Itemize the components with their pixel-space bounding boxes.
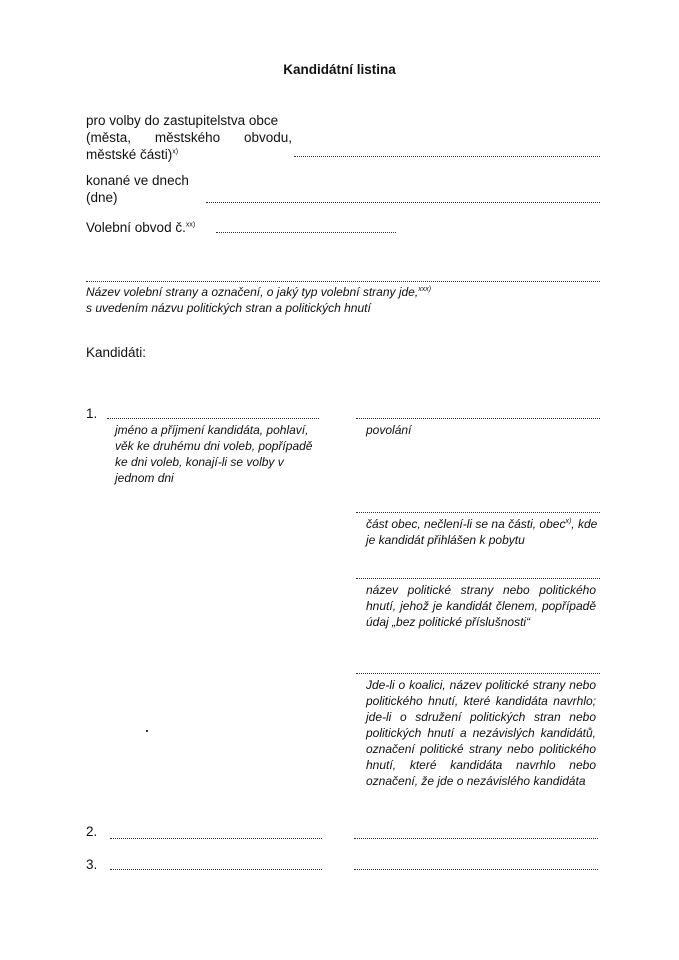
candidate-3-name-field[interactable]	[110, 869, 322, 870]
candidate-1-residence-caption: část obec, nečlení-li se na části, obec$^{x)}$, kde je kandidát přihlášen k pobytu	[366, 517, 598, 547]
election-type-field[interactable]	[294, 156, 600, 157]
party-name-field[interactable]	[86, 281, 600, 282]
held-line-1: konané ve dnech	[86, 173, 189, 188]
election-line-3: městské části)$^{x)}$	[86, 147, 179, 162]
candidate-1-number: 1.	[86, 406, 98, 421]
candidate-3-number: 3.	[86, 857, 98, 872]
candidate-3-occupation-field[interactable]	[354, 869, 598, 870]
election-dates-field[interactable]	[206, 202, 600, 203]
candidate-2-number: 2.	[86, 824, 98, 839]
footnote-xx: xx)	[185, 221, 196, 229]
district-label	[86, 219, 195, 236]
held-line-2: (dne)	[86, 190, 118, 205]
footnote-x: x)	[172, 148, 179, 156]
candidate-1-membership-field[interactable]	[356, 578, 600, 579]
party-caption-line-2: s uvedením názvu politických stran a politických hnutí	[86, 301, 371, 315]
candidate-2-name-field[interactable]	[110, 838, 322, 839]
candidate-1-name-caption: jméno a příjmení kandidáta, pohlaví, věk ke druhému dni voleb, popřípadě ke dni voleb, konají-li se volby v jednom dni	[115, 423, 313, 485]
candidate-2-occupation-field[interactable]	[354, 838, 598, 839]
candidate-1-residence-field[interactable]	[356, 512, 600, 513]
election-line-1: pro volby do zastupitelstva obce	[86, 113, 279, 128]
stray-dot	[146, 730, 148, 732]
party-caption-line-1: Název volební strany a označení, o jaký typ volební strany jde,$^{xxx)}$	[86, 285, 432, 299]
document-title: Kandidátní listina	[283, 62, 396, 77]
district-label-text: Volební obvod č.	[86, 220, 186, 235]
candidate-1-membership-caption: název politické strany nebo politického hnutí, jehož je kandidát členem, popřípadě údaj „bez politické příslušnosti“	[366, 583, 596, 629]
district-number-field[interactable]	[216, 232, 396, 233]
candidate-1-coalition-caption: Jde-li o koalici, název politické strany nebo politického hnutí, které kandidáta navrhlo; jde-li o sdružení politických stran nebo politických hnutí a nezávislých kandidátů, označení politické strany nebo politického hnutí, které kandidáta navrhlo nebo označení, že jde o nezávislého kandidáta	[366, 678, 596, 788]
footnote-xxx: xxx)	[418, 286, 432, 293]
election-type	[86, 112, 292, 163]
party-caption	[86, 284, 586, 316]
candidate-1-occupation-caption: povolání	[366, 423, 412, 437]
candidate-1-coalition-field[interactable]	[356, 673, 600, 674]
election-dates-label	[86, 172, 189, 206]
candidate-1-name-field[interactable]	[107, 418, 319, 419]
candidates-heading: Kandidáti:	[86, 345, 147, 360]
footnote-x-residence: x)	[565, 518, 572, 525]
election-line-2: (města, městského obvodu,	[86, 130, 292, 145]
candidate-1-occupation-field[interactable]	[356, 418, 600, 419]
